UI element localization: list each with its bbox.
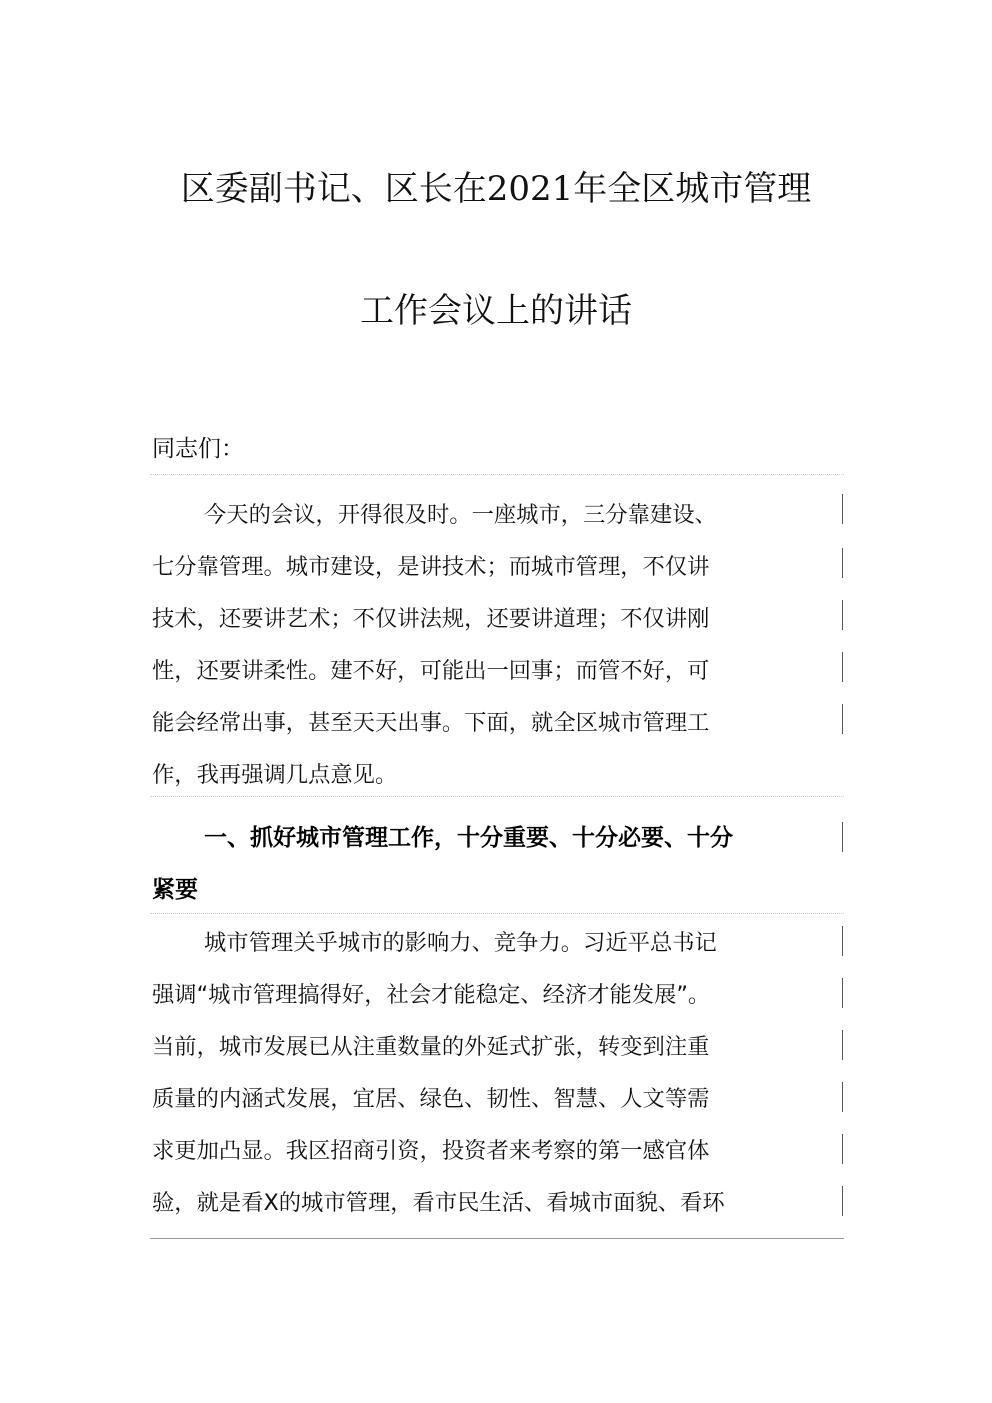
document-title-line-2: 工作会议上的讲话	[360, 291, 632, 331]
line-end-marker	[842, 1082, 843, 1112]
paragraph-1-line: 七分靠管理。城市建设，是讲技术；而城市管理，不仅讲	[152, 554, 710, 580]
paragraph-1-line: 作，我再强调几点意见。	[152, 762, 398, 788]
paragraph-1-line: 技术，还要讲艺术；不仅讲法规，还要讲道理；不仅讲刚	[152, 606, 710, 632]
line-end-marker	[842, 822, 843, 852]
paragraph-1-line: 性，还要讲柔性。建不好，可能出一回事；而管不好，可	[152, 658, 710, 684]
line-end-marker	[842, 978, 843, 1008]
section-heading-line: 一、抓好城市管理工作，十分重要、十分必要、十分	[204, 825, 733, 851]
separator-line	[150, 474, 844, 475]
paragraph-1	[152, 489, 842, 801]
separator-line	[150, 913, 844, 914]
bottom-rule	[150, 1238, 844, 1239]
line-end-marker	[842, 926, 843, 956]
paragraph-2-line: 城市管理关乎城市的影响力、竞争力。习近平总书记	[204, 930, 717, 956]
line-end-marker	[842, 494, 843, 524]
line-end-marker	[842, 1134, 843, 1164]
paragraph-1-line: 今天的会议，开得很及时。一座城市，三分靠建设、	[204, 502, 717, 528]
paragraph-2-line: 当前，城市发展已从注重数量的外延式扩张，转变到注重	[152, 1034, 710, 1060]
line-end-marker	[842, 600, 843, 630]
paragraph-2	[152, 917, 842, 1229]
line-end-marker	[842, 704, 843, 734]
paragraph-2-line: 强调“城市管理搞得好，社会才能稳定、经济才能发展”。	[152, 982, 711, 1008]
paragraph-2-line: 验，就是看X的城市管理，看市民生活、看城市面貌、看环	[152, 1190, 725, 1216]
separator-line	[150, 796, 844, 797]
line-end-marker	[842, 1030, 843, 1060]
line-end-marker	[842, 548, 843, 578]
paragraph-2-line: 求更加凸显。我区招商引资，投资者来考察的第一感官体	[152, 1138, 710, 1164]
section-heading-line: 紧要	[152, 877, 198, 903]
line-end-marker	[842, 652, 843, 682]
paragraph-2-line: 质量的内涵式发展，宜居、绿色、韧性、智慧、人文等需	[152, 1086, 710, 1112]
section-heading-1	[152, 812, 842, 916]
greeting: 同志们：	[152, 436, 244, 462]
line-end-marker	[842, 1186, 843, 1216]
paragraph-1-line: 能会经常出事，甚至天天出事。下面，就全区城市管理工	[152, 710, 710, 736]
document-title-line-1: 区委副书记、区长在2021年全区城市管理	[180, 169, 812, 209]
